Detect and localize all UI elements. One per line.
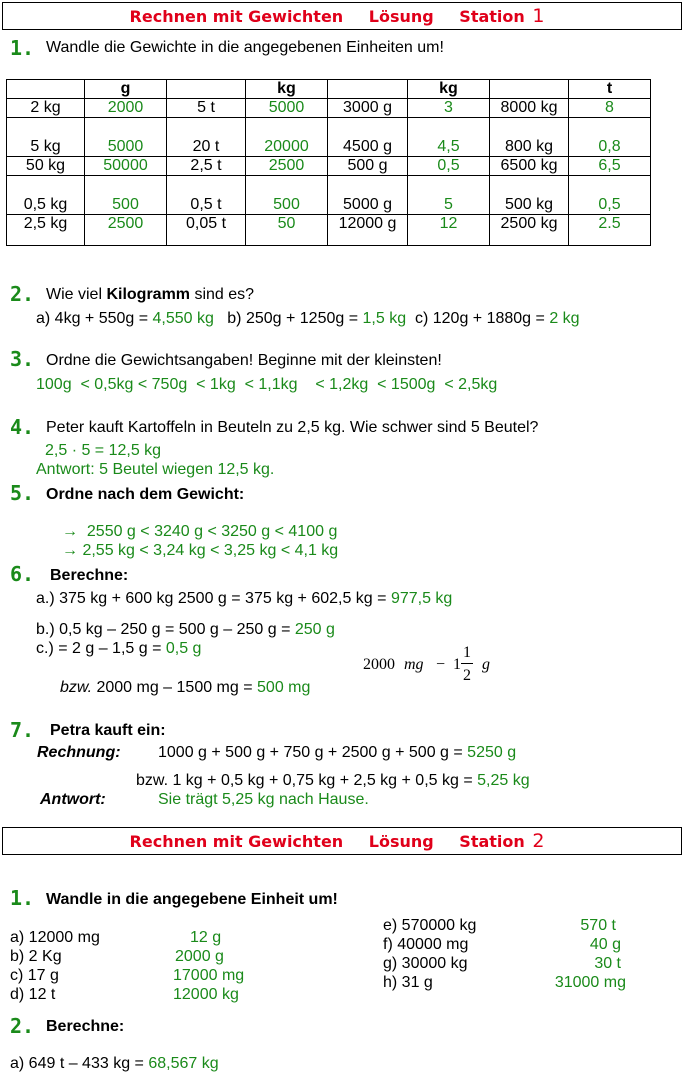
table-header xyxy=(490,80,569,99)
table-row xyxy=(7,215,651,246)
q3-answer: 100g < 0,5kg < 750g < 1kg < 1,1kg < 1,2kg < 1500g < 2,5kg xyxy=(36,376,498,393)
q2-answers: a) 4kg + 550g = 4,550 kg b) 250g + 1250g = 1,5 kg c) 120g + 1880g = 2 kg xyxy=(36,310,580,327)
table-cell: 2,5 kg xyxy=(7,215,85,246)
q3-number: 3. xyxy=(10,347,35,371)
fraction-bar xyxy=(461,663,473,664)
formula-minus: − xyxy=(436,656,446,673)
q2-text: Wie viel Kilogramm sind es? xyxy=(46,286,255,303)
s2-q2-number: 2. xyxy=(10,1014,35,1038)
table-cell: 5 t xyxy=(167,99,246,118)
table-cell: 6,5 xyxy=(569,157,651,176)
s2-q1-text: Wandle in die angegebene Einheit um! xyxy=(46,891,338,908)
banner-title: Rechnen mit Gewichten xyxy=(129,832,344,851)
s2-q2-text: Berechne: xyxy=(46,1018,125,1035)
table-cell: 50 kg xyxy=(7,157,85,176)
s2-item-f: f) 40000 mg xyxy=(383,936,469,953)
table-cell: 2500 xyxy=(85,215,167,246)
s2-answer-h: 31000 mg xyxy=(554,974,626,991)
station2-banner xyxy=(2,827,682,855)
table-cell: 2.5 xyxy=(569,215,651,246)
table-header xyxy=(167,80,246,99)
s2-answer-e: 570 t xyxy=(580,917,616,934)
table-cell: 2500 xyxy=(246,157,328,176)
q3-text: Ordne die Gewichtsangaben! Beginne mit der kleinsten! xyxy=(46,352,442,369)
s2-item-b: b) 2 Kg xyxy=(10,948,62,965)
table-cell: 8000 kg xyxy=(490,99,569,118)
table-cell: 0,5 kg xyxy=(7,176,85,215)
table-row xyxy=(7,176,651,215)
table-cell: 500 kg xyxy=(490,176,569,215)
table-header: kg xyxy=(246,80,328,99)
table-row xyxy=(7,157,651,176)
table-cell: 3 xyxy=(408,99,490,118)
table-row xyxy=(7,118,651,157)
table-cell: 20000 xyxy=(246,118,328,157)
s2-answer-c: 17000 mg xyxy=(173,967,245,984)
rechnung-label: Rechnung: xyxy=(37,744,121,761)
table-cell: 2500 kg xyxy=(490,215,569,246)
q4-text: Peter kauft Kartoffeln in Beuteln zu 2,5 kg. Wie schwer sind 5 Beutel? xyxy=(46,419,539,436)
antwort-label: Antwort: xyxy=(40,791,106,808)
table-header: kg xyxy=(408,80,490,99)
table-cell: 2 kg xyxy=(7,99,85,118)
table-cell: 4,5 xyxy=(408,118,490,157)
q6-text: Berechne: xyxy=(50,567,129,584)
table-cell: 50 xyxy=(246,215,328,246)
table-cell: 5 xyxy=(408,176,490,215)
q5-text: Ordne nach dem Gewicht: xyxy=(46,486,245,503)
s2-item-d: d) 12 t xyxy=(10,986,56,1003)
table-cell: 2000 xyxy=(85,99,167,118)
q4-number: 4. xyxy=(10,415,35,439)
table-header xyxy=(328,80,408,99)
rechnung-bzw: bzw. 1 kg + 0,5 kg + 0,75 kg + 2,5 kg + 0,5 kg = 5,25 kg xyxy=(136,772,530,789)
table-cell: 12 xyxy=(408,215,490,246)
q6-bzw: bzw. 2000 mg – 1500 mg = 500 mg xyxy=(60,679,311,696)
table-cell: 12000 g xyxy=(328,215,408,246)
table-cell: 5000 g xyxy=(328,176,408,215)
q2-number: 2. xyxy=(10,282,35,306)
formula-whole: 1 xyxy=(453,656,461,673)
banner-loesung: Lösung xyxy=(368,832,434,851)
table-cell: 4500 g xyxy=(328,118,408,157)
banner-station: Station 2 xyxy=(459,830,545,852)
station1-banner xyxy=(2,2,682,30)
table-cell: 5000 xyxy=(246,99,328,118)
table-row xyxy=(7,99,651,118)
table-cell: 6500 kg xyxy=(490,157,569,176)
formula-numerator: 1 xyxy=(463,644,471,661)
table-cell: 5000 xyxy=(85,118,167,157)
q4-calc: 2,5 · 5 = 12,5 kg xyxy=(45,442,162,459)
antwort: Sie trägt 5,25 kg nach Hause. xyxy=(158,791,369,808)
table-cell: 2,5 t xyxy=(167,157,246,176)
q6-b: b.) 0,5 kg – 250 g = 500 g – 250 g = 250 g xyxy=(36,621,335,638)
conversion-table xyxy=(6,79,651,246)
table-cell: 500 xyxy=(85,176,167,215)
s2-answer-b: 2000 g xyxy=(175,948,224,965)
s2-q2-a: a) 649 t – 433 kg = 68,567 kg xyxy=(10,1055,219,1072)
table-cell: 20 t xyxy=(167,118,246,157)
s2-item-g: g) 30000 kg xyxy=(383,955,468,972)
q1-number: 1. xyxy=(10,36,35,60)
arrow-right-icon: → xyxy=(62,523,78,540)
table-cell: 500 xyxy=(246,176,328,215)
s2-answer-g: 30 t xyxy=(594,955,621,972)
table-cell: 0,5 xyxy=(408,157,490,176)
s2-item-h: h) 31 g xyxy=(383,974,433,991)
formula-value: 2000 xyxy=(363,656,395,673)
q6-c: c.) = 2 g – 1,5 g = 0,5 g xyxy=(36,640,202,657)
banner-title: Rechnen mit Gewichten xyxy=(129,7,344,26)
table-header-row xyxy=(7,80,651,99)
table-cell: 0,5 xyxy=(569,176,651,215)
s2-answer-d: 12000 kg xyxy=(173,986,239,1003)
s2-q1-number: 1. xyxy=(10,886,35,910)
s2-item-c: c) 17 g xyxy=(10,967,59,984)
table-cell: 50000 xyxy=(85,157,167,176)
q4-answer: Antwort: 5 Beutel wiegen 12,5 kg. xyxy=(36,461,275,478)
table-cell: 0,8 xyxy=(569,118,651,157)
s2-answer-f: 40 g xyxy=(589,936,621,953)
s2-item-e: e) 570000 kg xyxy=(383,917,477,934)
table-cell: 0,5 t xyxy=(167,176,246,215)
q5-number: 5. xyxy=(10,481,35,505)
banner-station: Station 1 xyxy=(459,5,545,27)
banner-loesung: Lösung xyxy=(368,7,434,26)
formula-g: g xyxy=(482,656,490,673)
formula-unit: mg xyxy=(404,656,424,673)
table-cell: 3000 g xyxy=(328,99,408,118)
q6-a: a.) 375 kg + 600 kg 2500 g = 375 kg + 602,5 kg = 977,5 kg xyxy=(36,590,453,607)
table-cell: 8 xyxy=(569,99,651,118)
table-cell: 500 g xyxy=(328,157,408,176)
table-header: t xyxy=(569,80,651,99)
s2-answer-a: 12 g xyxy=(190,929,222,946)
q1-text: Wandle die Gewichte in die angegebenen Einheiten um! xyxy=(46,39,444,56)
q6-number: 6. xyxy=(10,562,35,586)
rechnung: 1000 g + 500 g + 750 g + 2500 g + 500 g = 5250 g xyxy=(158,744,517,761)
s2-item-a: a) 12000 mg xyxy=(10,929,100,946)
q7-number: 7. xyxy=(10,718,35,742)
table-cell: 800 kg xyxy=(490,118,569,157)
table-cell: 0,05 t xyxy=(167,215,246,246)
formula-denominator: 2 xyxy=(463,667,471,684)
table-cell: 5 kg xyxy=(7,118,85,157)
table-header: g xyxy=(85,80,167,99)
arrow-right-icon: → xyxy=(62,542,78,559)
q7-text: Petra kauft ein: xyxy=(50,722,166,739)
q5-line1: → 2550 g < 3240 g < 3250 g < 4100 g xyxy=(62,523,338,540)
q5-line2: → 2,55 kg < 3,24 kg < 3,25 kg < 4,1 kg xyxy=(62,542,339,559)
table-header xyxy=(7,80,85,99)
